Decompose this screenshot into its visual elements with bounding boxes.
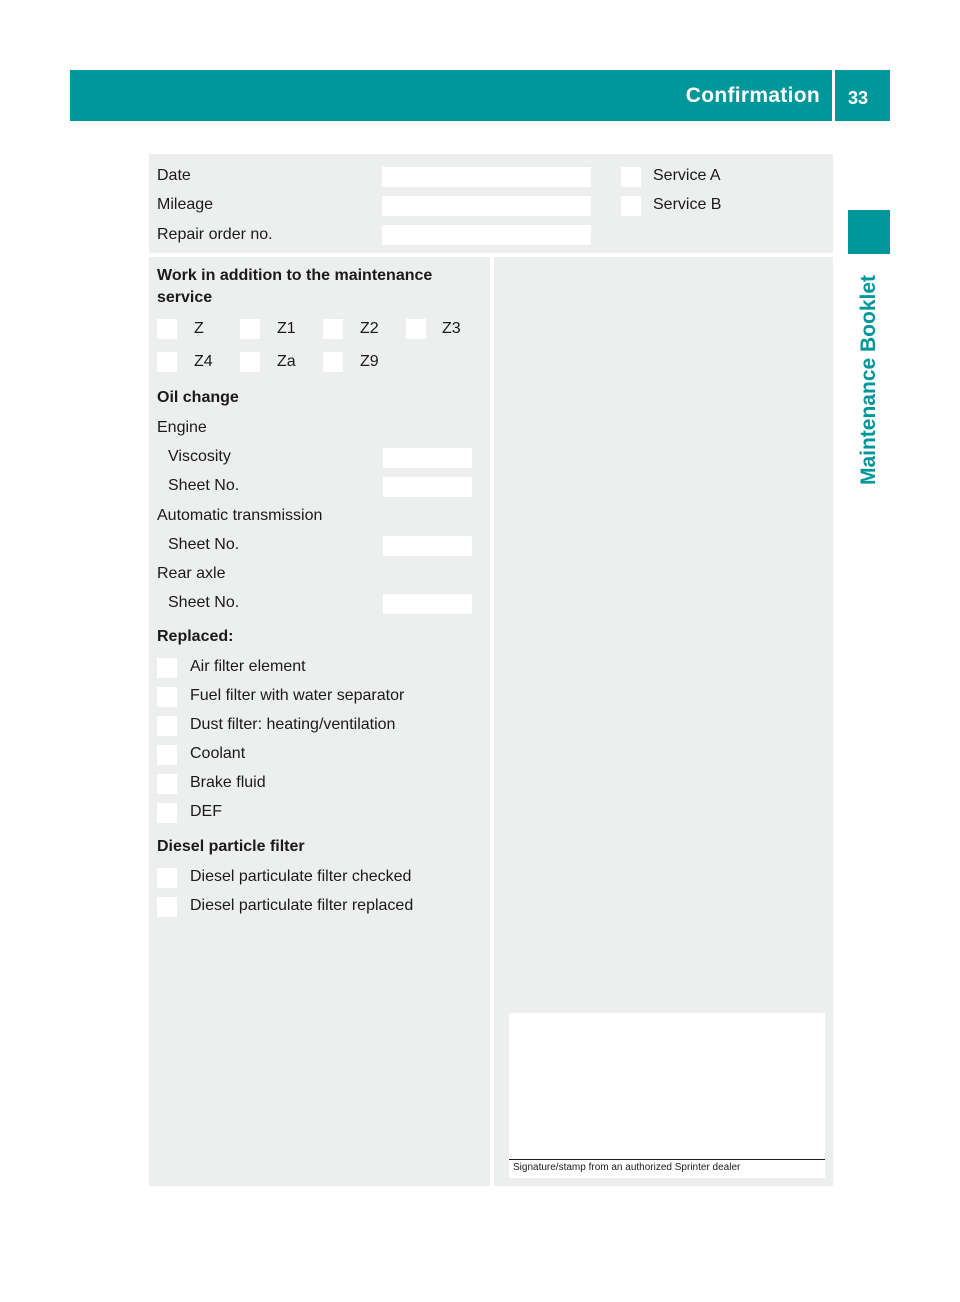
- option-z-checkbox[interactable]: [157, 319, 177, 339]
- option-z9-label: Z9: [360, 353, 379, 370]
- header-divider: [832, 70, 835, 121]
- option-z3-checkbox[interactable]: [406, 319, 426, 339]
- signature-box[interactable]: [509, 1013, 825, 1178]
- service-a-label: Service A: [653, 167, 721, 184]
- mileage-field[interactable]: [382, 196, 591, 216]
- option-z2-checkbox[interactable]: [323, 319, 343, 339]
- signature-line: [509, 1159, 825, 1160]
- viscosity-label: Viscosity: [168, 448, 231, 465]
- option-z9-checkbox[interactable]: [323, 352, 343, 372]
- brake-fluid-checkbox[interactable]: [157, 774, 177, 794]
- air-filter-label: Air filter element: [190, 658, 306, 675]
- automatic-transmission-label: Automatic transmission: [157, 507, 323, 524]
- work-heading-line2: service: [157, 289, 213, 306]
- replaced-heading: Replaced:: [157, 628, 234, 645]
- option-z-label: Z: [194, 320, 204, 337]
- transmission-sheet-no-label: Sheet No.: [168, 536, 240, 553]
- option-za-checkbox[interactable]: [240, 352, 260, 372]
- option-z3-label: Z3: [442, 320, 461, 337]
- fuel-filter-label: Fuel filter with water separator: [190, 687, 405, 704]
- engine-label: Engine: [157, 419, 207, 436]
- work-heading-line1: Work in addition to the maintenance: [157, 267, 433, 284]
- dpf-heading: Diesel particle filter: [157, 838, 305, 855]
- dust-filter-label: Dust filter: heating/ventilation: [190, 716, 396, 733]
- fuel-filter-checkbox[interactable]: [157, 687, 177, 707]
- dpf-checked-checkbox[interactable]: [157, 868, 177, 888]
- option-z1-checkbox[interactable]: [240, 319, 260, 339]
- side-section-label: Maintenance Booklet: [857, 274, 880, 486]
- def-label: DEF: [190, 803, 222, 820]
- service-b-label: Service B: [653, 196, 722, 213]
- option-z4-checkbox[interactable]: [157, 352, 177, 372]
- side-tab-marker: [848, 210, 890, 254]
- transmission-sheet-no-field[interactable]: [383, 536, 472, 556]
- air-filter-checkbox[interactable]: [157, 658, 177, 678]
- dust-filter-checkbox[interactable]: [157, 716, 177, 736]
- def-checkbox[interactable]: [157, 803, 177, 823]
- date-label: Date: [157, 167, 191, 184]
- dpf-checked-label: Diesel particulate filter checked: [190, 868, 412, 885]
- coolant-label: Coolant: [190, 745, 246, 762]
- repair-order-label: Repair order no.: [157, 226, 273, 243]
- signature-caption: Signature/stamp from an authorized Sprinter dealer: [513, 1162, 741, 1173]
- brake-fluid-label: Brake fluid: [190, 774, 266, 791]
- rear-axle-sheet-no-field[interactable]: [383, 594, 472, 614]
- rear-axle-label: Rear axle: [157, 565, 226, 582]
- service-b-checkbox[interactable]: [621, 196, 641, 216]
- option-za-label: Za: [277, 353, 296, 370]
- option-z4-label: Z4: [194, 353, 213, 370]
- oil-change-heading: Oil change: [157, 389, 239, 406]
- page-title: Confirmation: [685, 84, 820, 107]
- service-a-checkbox[interactable]: [621, 167, 641, 187]
- viscosity-field[interactable]: [383, 448, 472, 468]
- repair-order-field[interactable]: [382, 225, 591, 245]
- engine-sheet-no-label: Sheet No.: [168, 477, 240, 494]
- dpf-replaced-checkbox[interactable]: [157, 897, 177, 917]
- page-number: 33: [848, 88, 869, 108]
- date-field[interactable]: [382, 167, 591, 187]
- option-z1-label: Z1: [277, 320, 296, 337]
- header-bar: [70, 70, 890, 121]
- option-z2-label: Z2: [360, 320, 379, 337]
- coolant-checkbox[interactable]: [157, 745, 177, 765]
- mileage-label: Mileage: [157, 196, 214, 213]
- rear-axle-sheet-no-label: Sheet No.: [168, 594, 240, 611]
- dpf-replaced-label: Diesel particulate filter replaced: [190, 897, 414, 914]
- engine-sheet-no-field[interactable]: [383, 477, 472, 497]
